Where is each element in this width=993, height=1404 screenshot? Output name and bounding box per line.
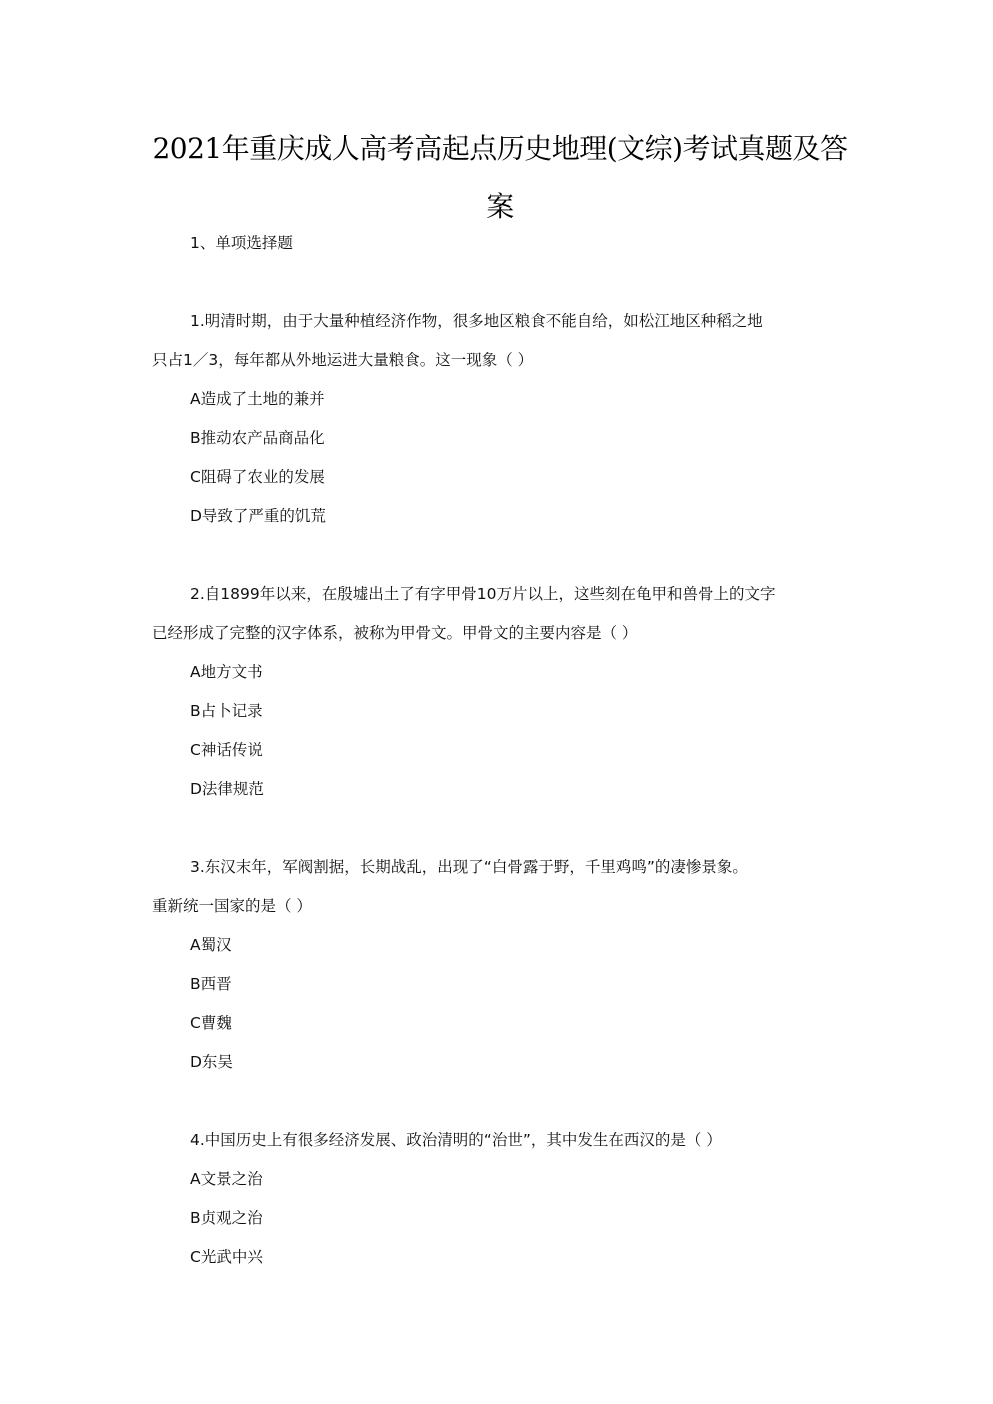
question-1-text-cont: 只占1／3，每年都从外地运进大量粮食。这一现象（ ） <box>152 351 534 369</box>
question-1-option-a: A造成了土地的兼并 <box>190 390 325 408</box>
question-2-text: 2.自1899年以来，在殷墟出土了有字甲骨10万片以上，这些刻在龟甲和兽骨上的文字 <box>190 585 776 603</box>
title-line-2: 案 <box>486 190 514 223</box>
title-line-1: 2021年重庆成人高考高起点历史地理(文综)考试真题及答 <box>152 132 848 165</box>
question-1-option-b: B推动农产品商品化 <box>190 429 325 447</box>
question-3-option-b: B西晋 <box>190 975 232 993</box>
question-4-option-a: A文景之治 <box>190 1170 263 1188</box>
question-2-option-c: C神话传说 <box>190 741 263 759</box>
question-3-option-a: A蜀汉 <box>190 936 232 954</box>
question-1-option-d: D导致了严重的饥荒 <box>190 507 326 525</box>
question-3-text-cont: 重新统一国家的是（ ） <box>152 897 312 915</box>
question-3-option-c: C曹魏 <box>190 1014 232 1032</box>
question-3-text: 3.东汉末年，军阀割据，长期战乱，出现了“白骨露于野，千里鸡鸣”的凄惨景象。 <box>190 858 748 876</box>
question-3-option-d: D东吴 <box>190 1053 233 1071</box>
question-2-text-cont: 已经形成了完整的汉字体系，被称为甲骨文。甲骨文的主要内容是（ ） <box>152 624 638 642</box>
page-title <box>150 120 850 236</box>
question-4-option-c: C光武中兴 <box>190 1248 263 1266</box>
question-1-option-c: C阻碍了农业的发展 <box>190 468 325 486</box>
section-heading: 1、单项选择题 <box>190 234 293 252</box>
question-1-text: 1.明清时期，由于大量种植经济作物，很多地区粮食不能自给，如松江地区种稻之地 <box>190 312 763 330</box>
question-2-option-a: A地方文书 <box>190 663 263 681</box>
question-4-option-b: B贞观之治 <box>190 1209 263 1227</box>
question-4-text: 4.中国历史上有很多经济发展、政治清明的“治世”，其中发生在西汉的是（ ） <box>190 1131 722 1149</box>
question-2-option-d: D法律规范 <box>190 780 264 798</box>
question-2-option-b: B占卜记录 <box>190 702 263 720</box>
